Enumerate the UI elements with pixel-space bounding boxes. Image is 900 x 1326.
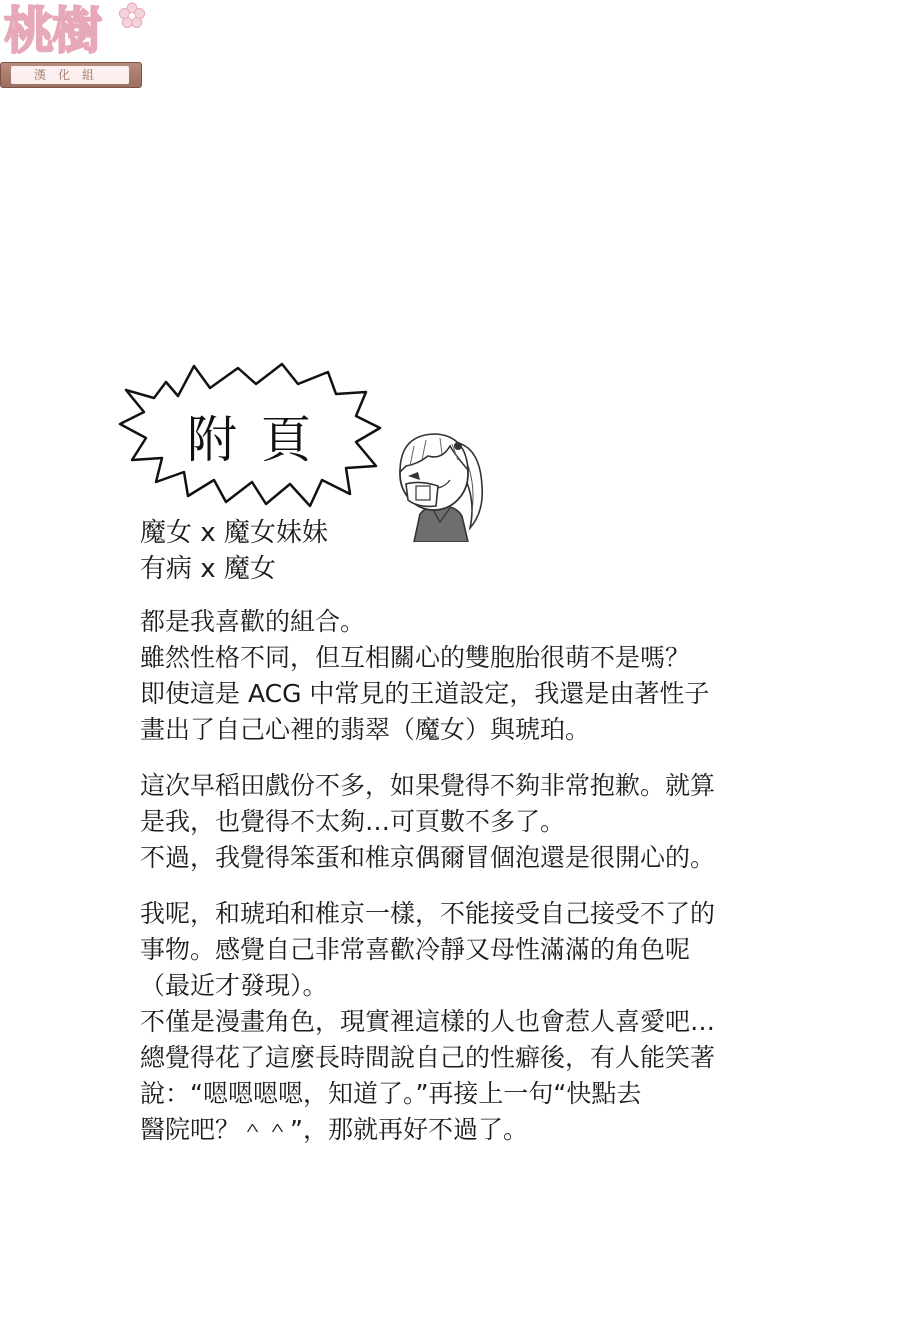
logo-subtitle: 漢化組 xyxy=(11,66,129,84)
pairing-line: 有病 x 魔女 xyxy=(140,554,276,584)
text-line: 不過，我覺得笨蛋和椎京偶爾冒個泡還是很開心的。 xyxy=(140,843,716,872)
text-line: 事物。感覺自己非常喜歡冷靜又母性滿滿的角色呢 xyxy=(140,935,691,964)
text-line: 即使這是 ACG 中常見的王道設定，我還是由著性子 xyxy=(140,679,710,708)
paragraph xyxy=(140,768,860,876)
page-title: 附頁 xyxy=(187,411,335,469)
text-line: 醫院吧？＾＾”，那就再好不過了。 xyxy=(140,1115,528,1144)
logo-banner xyxy=(0,62,142,88)
text-line: 是我，也覺得不太夠…可頁數不多了。 xyxy=(140,807,566,836)
text-line: 不僅是漫畫角色，現實裡這樣的人也會惹人喜愛吧… xyxy=(140,1007,716,1036)
title-bubble xyxy=(118,362,384,510)
group-logo xyxy=(0,0,150,92)
paragraph xyxy=(140,896,860,1148)
pairings-list xyxy=(140,515,740,587)
text-line: （最近才發現）。 xyxy=(140,971,328,1000)
afterword-body xyxy=(140,604,860,1168)
text-line: 這次早稻田戲份不多，如果覺得不夠非常抱歉。就算 xyxy=(140,771,716,800)
sakura-flower-icon xyxy=(118,2,146,30)
text-line: 畫出了自己心裡的翡翠（魔女）與琥珀。 xyxy=(140,715,591,744)
text-line: 總覺得花了這麼長時間說自己的性癖後，有人能笑著 xyxy=(140,1043,716,1072)
text-line: 說：“嗯嗯嗯嗯，知道了。”再接上一句“快點去 xyxy=(140,1079,642,1108)
text-line: 雖然性格不同，但互相關心的雙胞胎很萌不是嗎？ xyxy=(140,643,691,672)
pairing-line: 魔女 x 魔女妹妹 xyxy=(140,518,328,548)
text-line: 我呢，和琥珀和椎京一樣，不能接受自己接受不了的 xyxy=(140,899,716,928)
logo-title: 桃樹 xyxy=(4,1,100,60)
text-line: 都是我喜歡的組合。 xyxy=(140,607,366,636)
paragraph xyxy=(140,604,860,748)
